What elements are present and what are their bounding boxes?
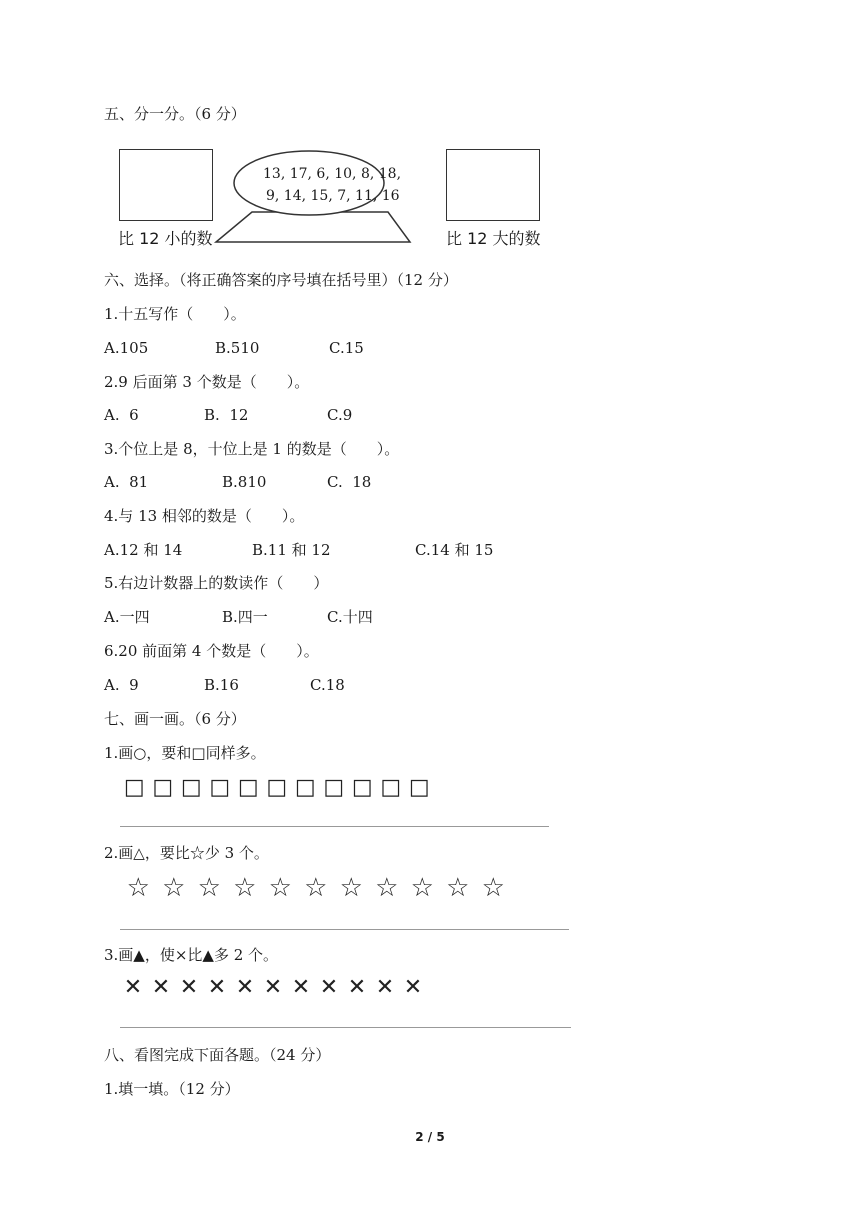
answer-line-1[interactable] bbox=[120, 826, 549, 827]
q5-option-c[interactable]: C.十四 bbox=[327, 608, 373, 626]
q6-option-a[interactable]: A. 9 bbox=[104, 676, 139, 694]
cross-icon: ✕ bbox=[375, 975, 395, 1000]
crosses-row bbox=[122, 975, 424, 1000]
section-6-title: 六、选择。（将正确答案的序号填在括号里）（12 分） bbox=[104, 271, 458, 289]
star-icon: ☆ bbox=[446, 873, 470, 903]
numbers-line-2: 9, 14, 15, 7, 11, 16 bbox=[266, 188, 400, 204]
star-icon: ☆ bbox=[339, 873, 363, 903]
cross-icon: ✕ bbox=[319, 975, 339, 1000]
section-8-title: 八、看图完成下面各题。（24 分） bbox=[104, 1046, 331, 1064]
question-5: 5.右边计数器上的数读作（ ） bbox=[104, 574, 329, 592]
square-icon: □ bbox=[380, 775, 402, 800]
star-icon: ☆ bbox=[126, 873, 150, 903]
star-icon: ☆ bbox=[233, 873, 257, 903]
page-number: 2 / 5 bbox=[415, 1130, 445, 1144]
q1-option-b[interactable]: B.510 bbox=[215, 339, 260, 357]
cross-icon: ✕ bbox=[263, 975, 283, 1000]
fill-question-1: 1.填一填。（12 分） bbox=[104, 1080, 240, 1098]
stand-base bbox=[216, 212, 410, 242]
star-icon: ☆ bbox=[197, 873, 221, 903]
q1-option-a[interactable]: A.105 bbox=[104, 339, 149, 357]
question-2: 2.9 后面第 3 个数是（ ）。 bbox=[104, 373, 310, 391]
q2-option-a[interactable]: A. 6 bbox=[104, 406, 139, 424]
smaller-numbers-box[interactable] bbox=[119, 149, 213, 221]
larger-numbers-box[interactable] bbox=[446, 149, 540, 221]
q2-option-b[interactable]: B. 12 bbox=[204, 406, 249, 424]
square-icon: □ bbox=[209, 775, 231, 800]
square-icon: □ bbox=[123, 775, 145, 800]
draw-question-3: 3.画▲，使×比▲多 2 个。 bbox=[104, 946, 279, 964]
square-icon: □ bbox=[152, 775, 174, 800]
question-6: 6.20 前面第 4 个数是（ ）。 bbox=[104, 642, 319, 660]
cross-icon: ✕ bbox=[151, 975, 171, 1000]
q5-option-b[interactable]: B.四一 bbox=[222, 608, 268, 626]
star-icon: ☆ bbox=[481, 873, 505, 903]
cross-icon: ✕ bbox=[291, 975, 311, 1000]
cross-icon: ✕ bbox=[207, 975, 227, 1000]
q1-option-c[interactable]: C.15 bbox=[329, 339, 364, 357]
q2-option-c[interactable]: C.9 bbox=[327, 406, 353, 424]
star-icon: ☆ bbox=[410, 873, 434, 903]
square-icon: □ bbox=[351, 775, 373, 800]
square-icon: □ bbox=[266, 775, 288, 800]
draw-question-1: 1.画○，要和□同样多。 bbox=[104, 744, 266, 762]
square-icon: □ bbox=[408, 775, 430, 800]
cross-icon: ✕ bbox=[123, 975, 143, 1000]
q4-option-a[interactable]: A.12 和 14 bbox=[104, 541, 183, 559]
q4-option-b[interactable]: B.11 和 12 bbox=[252, 541, 331, 559]
star-icon: ☆ bbox=[268, 873, 292, 903]
q4-option-c[interactable]: C.14 和 15 bbox=[415, 541, 494, 559]
stars-row bbox=[122, 873, 510, 903]
answer-line-2[interactable] bbox=[120, 929, 569, 930]
square-icon: □ bbox=[323, 775, 345, 800]
star-icon: ☆ bbox=[162, 873, 186, 903]
squares-row bbox=[122, 775, 432, 800]
square-icon: □ bbox=[237, 775, 259, 800]
section-5-title: 五、分一分。（6 分） bbox=[104, 105, 246, 123]
q3-option-b[interactable]: B.810 bbox=[222, 473, 267, 491]
cross-icon: ✕ bbox=[235, 975, 255, 1000]
question-3: 3.个位上是 8，十位上是 1 的数是（ ）。 bbox=[104, 440, 400, 458]
answer-line-3[interactable] bbox=[120, 1027, 571, 1028]
cross-icon: ✕ bbox=[347, 975, 367, 1000]
q5-option-a[interactable]: A.一四 bbox=[104, 608, 150, 626]
question-1: 1.十五写作（ ）。 bbox=[104, 305, 246, 323]
star-icon: ☆ bbox=[375, 873, 399, 903]
question-4: 4.与 13 相邻的数是（ ）。 bbox=[104, 507, 305, 525]
q6-option-b[interactable]: B.16 bbox=[204, 676, 239, 694]
numbers-line-1: 13, 17, 6, 10, 8, 18, bbox=[263, 166, 402, 182]
section-7-title: 七、画一画。（6 分） bbox=[104, 710, 246, 728]
draw-question-2: 2.画△，要比☆少 3 个。 bbox=[104, 844, 269, 862]
star-icon: ☆ bbox=[304, 873, 328, 903]
q3-option-c[interactable]: C. 18 bbox=[327, 473, 372, 491]
larger-numbers-caption: 比 12 大的数 bbox=[446, 229, 541, 248]
q6-option-c[interactable]: C.18 bbox=[310, 676, 345, 694]
square-icon: □ bbox=[294, 775, 316, 800]
q3-option-a[interactable]: A. 81 bbox=[104, 473, 149, 491]
cross-icon: ✕ bbox=[403, 975, 423, 1000]
cross-icon: ✕ bbox=[179, 975, 199, 1000]
smaller-numbers-caption: 比 12 小的数 bbox=[118, 229, 213, 248]
square-icon: □ bbox=[180, 775, 202, 800]
